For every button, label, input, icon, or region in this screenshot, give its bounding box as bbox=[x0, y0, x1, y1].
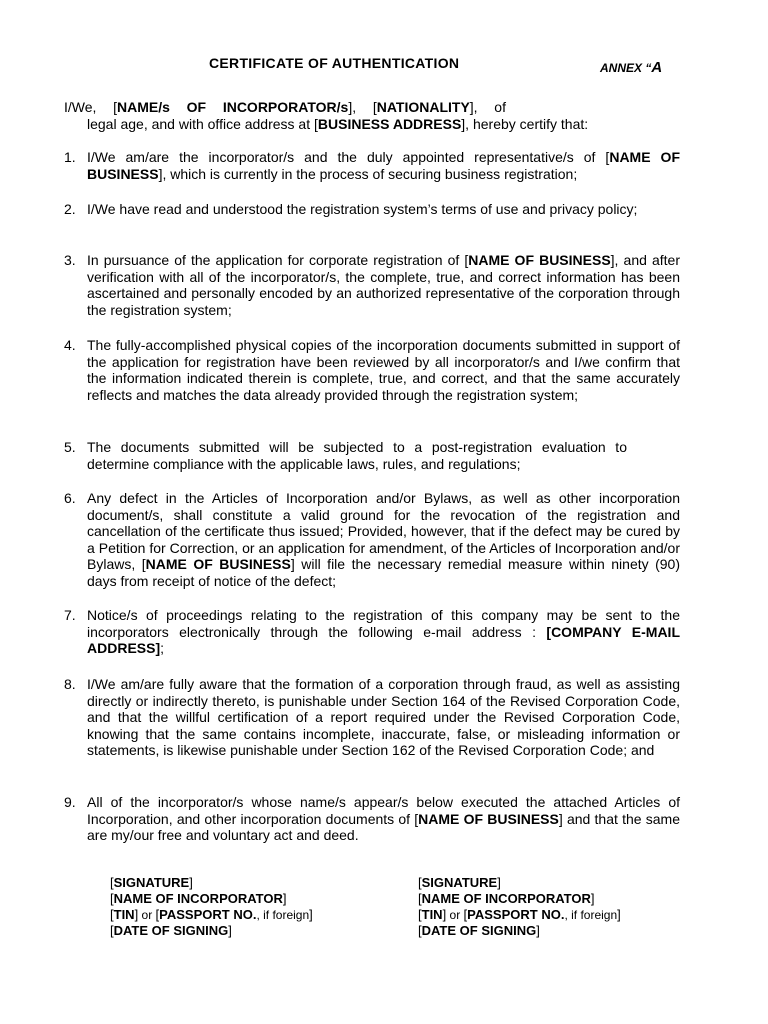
or-text: or bbox=[446, 908, 464, 922]
item-text bbox=[87, 201, 662, 218]
item-text-part: The fully-accomplished physical copies of the incorporation documents submitted in support of the application for registration have been reviewed by all incorporator/s and I/we confirm that the information indicated therein is complete, true, and correct, and that the same accurately reflects and matches the data already provided through the registration system; bbox=[87, 337, 680, 403]
intro-text: ], [ bbox=[348, 99, 377, 115]
item-text-part: ], and after verification with all of the incorporator/s, the complete, true, and correct information has been ascertained and personally encoded by an authorized representative of the corporation through the registration system; bbox=[87, 252, 681, 318]
signature-block-left bbox=[110, 875, 313, 939]
item-text bbox=[87, 676, 680, 759]
list-item bbox=[64, 439, 680, 472]
tin-line: [TIN] or [PASSPORT NO., if foreign] bbox=[418, 907, 621, 922]
placeholder-tin: TIN bbox=[113, 907, 135, 922]
signature-line: [SIGNATURE] bbox=[418, 875, 501, 890]
placeholder-incorporator-name: NAME OF INCORPORATOR bbox=[421, 891, 591, 906]
item-number: 4. bbox=[64, 337, 76, 353]
placeholder-passport: PASSPORT NO. bbox=[159, 907, 257, 922]
item-text bbox=[87, 490, 680, 590]
signature-line: [SIGNATURE] bbox=[110, 875, 193, 890]
placeholder-nationality: NATIONALITY bbox=[376, 99, 470, 115]
list-item bbox=[64, 676, 680, 759]
intro-text: I/We, [ bbox=[64, 99, 118, 115]
item-text-part: ], which is currently in the process of securing business registration; bbox=[158, 165, 578, 182]
item-text-part: ] and that the same are my/our free and voluntary act and deed. bbox=[87, 810, 681, 844]
annex-prefix: ANNEX “ bbox=[600, 61, 652, 75]
item-number: 7. bbox=[64, 607, 76, 623]
placeholder-incorporators: NAME/s OF INCORPORATOR/s bbox=[117, 99, 349, 115]
intro-paragraph bbox=[64, 99, 680, 132]
item-number: 8. bbox=[64, 676, 76, 692]
placeholder-business-name: NAME OF BUSINESS bbox=[468, 252, 611, 268]
signature-block-right bbox=[418, 875, 621, 939]
item-text-part: Any defect in the Articles of Incorporation and/or Bylaws, as well as other incorporation document/s, shall constitute a valid ground for the revocation of the registration and cancellation of the certificate thus issued; Provided, however, that if the defect may be cured by a Petition for Correction, or an application for amendment, of the Articles of Incorporation and/or Bylaws, [ bbox=[87, 490, 680, 573]
intro-text: legal age, and with office address at [ bbox=[87, 115, 318, 132]
intro-line-1 bbox=[64, 99, 506, 116]
item-text-part: I/We have read and understood the registration system’s terms of use and privacy policy; bbox=[87, 201, 638, 217]
annex-letter: A bbox=[651, 59, 663, 76]
item-text-part: Notice/s of proceedings relating to the registration of this company may be sent to the incorporators electronically through the following e-mail address : bbox=[87, 607, 680, 640]
placeholder-tin: TIN bbox=[421, 907, 443, 922]
placeholder-company-email: [COMPANY E-MAIL ADDRESS] bbox=[87, 623, 680, 657]
or-text: or bbox=[138, 908, 156, 922]
item-text bbox=[87, 252, 680, 318]
annex-label bbox=[600, 60, 662, 77]
placeholder-business-name: NAME OF BUSINESS bbox=[418, 810, 559, 827]
placeholder-business-name: NAME OF BUSINESS bbox=[145, 556, 291, 573]
tin-line: [TIN] or [PASSPORT NO., if foreign] bbox=[110, 907, 313, 922]
foreign-text: , if foreign bbox=[564, 908, 618, 922]
item-text-part: I/We am/are fully aware that the formation of a corporation through fraud, as well as assisting directly or indirectly thereto, is punishable under Section 164 of the Revised Corporation Code, and that the willful certification of a report required under the Revised Corporation Code, knowing that the same contains incomplete, inaccurate, false, or misleading information or statements, is likewise punishable under Section 162 of the Revised Corporation Code; and bbox=[87, 676, 680, 759]
placeholder-date: DATE OF SIGNING bbox=[421, 923, 537, 938]
item-text bbox=[87, 607, 680, 657]
item-text bbox=[87, 794, 680, 844]
placeholder-incorporator-name: NAME OF INCORPORATOR bbox=[113, 891, 283, 906]
foreign-text: , if foreign bbox=[256, 908, 310, 922]
intro-text: ], of bbox=[469, 99, 506, 115]
placeholder-passport: PASSPORT NO. bbox=[467, 907, 565, 922]
item-text-part: I/We am/are the incorporator/s and the duly appointed representative/s of [ bbox=[87, 149, 610, 165]
item-number: 3. bbox=[64, 252, 76, 268]
item-text-part: In pursuance of the application for corporate registration of [ bbox=[87, 252, 469, 268]
list-item bbox=[64, 149, 680, 182]
intro-text: ], hereby certify that: bbox=[461, 115, 589, 132]
placeholder-business-address: BUSINESS ADDRESS bbox=[317, 115, 462, 132]
item-text-part: ; bbox=[160, 640, 165, 657]
document-title: CERTIFICATE OF AUTHENTICATION bbox=[209, 55, 460, 71]
item-text bbox=[87, 337, 680, 403]
placeholder-signature: SIGNATURE bbox=[113, 875, 190, 890]
item-number: 5. bbox=[64, 439, 76, 455]
list-item bbox=[64, 607, 680, 657]
item-number: 9. bbox=[64, 794, 76, 810]
item-number: 6. bbox=[64, 490, 76, 506]
item-number: 1. bbox=[64, 149, 76, 165]
item-text bbox=[87, 439, 627, 472]
list-item bbox=[64, 794, 680, 844]
placeholder-date: DATE OF SIGNING bbox=[113, 923, 229, 938]
item-text-part: The documents submitted will be subjected to a post-registration evaluation to determine compliance with the applicable laws, rules, and regulations; bbox=[87, 439, 627, 472]
name-line: [NAME OF INCORPORATOR] bbox=[418, 891, 595, 906]
item-text bbox=[87, 149, 680, 182]
list-item bbox=[64, 337, 680, 403]
placeholder-signature: SIGNATURE bbox=[421, 875, 498, 890]
list-item bbox=[64, 490, 680, 590]
list-item bbox=[64, 252, 680, 318]
placeholder-business-name: NAME OF BUSINESS bbox=[87, 149, 680, 182]
date-line: [DATE OF SIGNING] bbox=[110, 923, 232, 938]
item-text-part: All of the incorporator/s whose name/s appear/s below executed the attached Articles of Incorporation, and other incorporation documents of [ bbox=[87, 794, 680, 827]
intro-line-2 bbox=[64, 116, 680, 133]
item-number: 2. bbox=[64, 201, 76, 217]
date-line: [DATE OF SIGNING] bbox=[418, 923, 540, 938]
item-text-part: ] will file the necessary remedial measure within ninety (90) days from receipt of notice of the defect; bbox=[87, 556, 681, 589]
list-item bbox=[64, 201, 680, 218]
name-line: [NAME OF INCORPORATOR] bbox=[110, 891, 287, 906]
